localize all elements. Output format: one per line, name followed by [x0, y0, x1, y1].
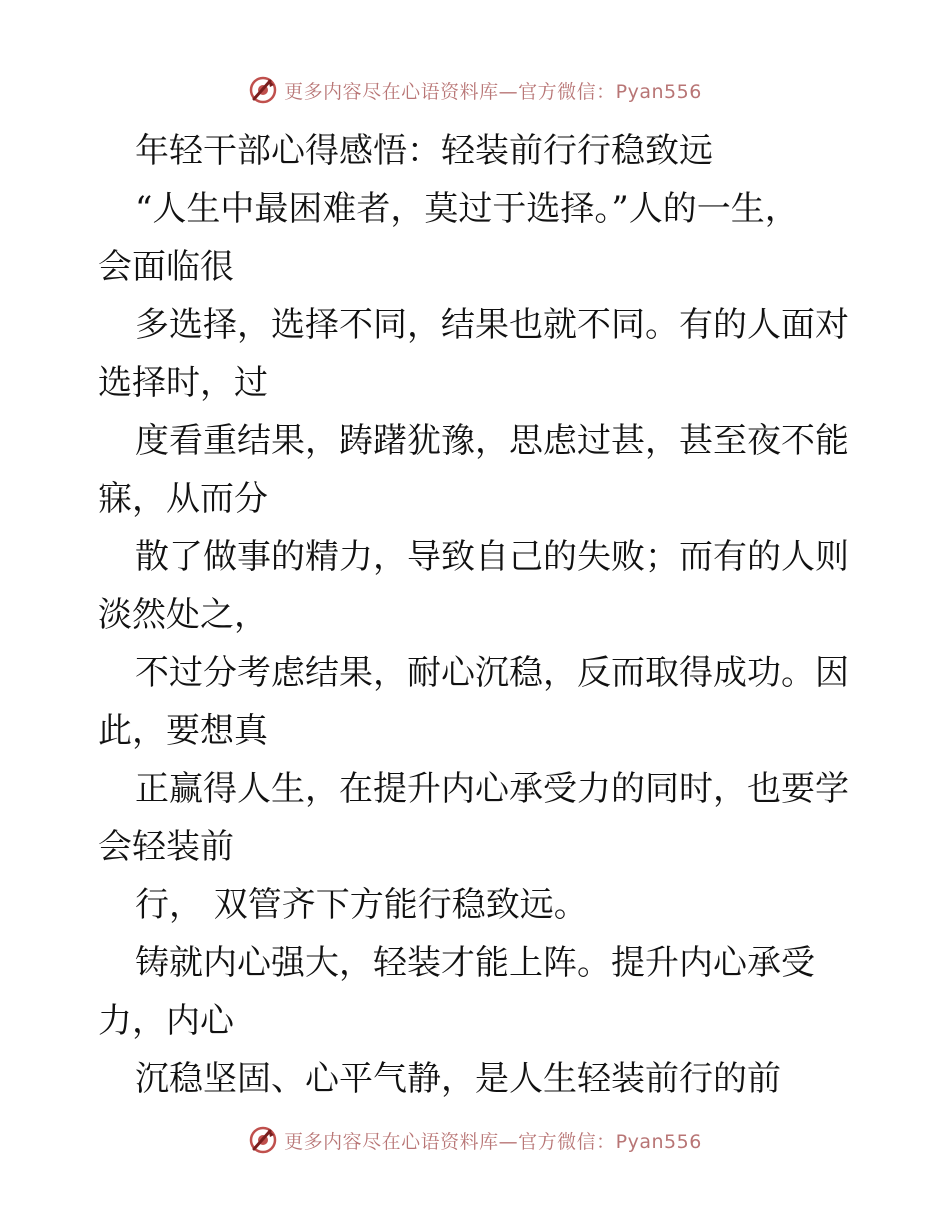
paragraph-line: 度看重结果，踌躇犹豫，思虑过甚，甚至夜不能 [135, 421, 849, 461]
brand-logo-icon [248, 1125, 278, 1155]
document-title: 年轻干部心得感悟：轻装前行行稳致远 [135, 131, 713, 171]
brand-logo-icon [248, 75, 278, 105]
paragraph-line: 散了做事的精力，导致自己的失败；而有的人则 [135, 537, 849, 577]
paragraph-line: 不过分考虑结果，耐心沉稳，反而取得成功。因 [135, 653, 849, 693]
paragraph-line: 会轻装前 [98, 827, 234, 867]
document-body [98, 122, 858, 1108]
paragraph-line: 多选择，选择不同，结果也就不同。有的人面对 [135, 305, 849, 345]
paragraph-line: 铸就内心强大，轻装才能上阵。提升内心承受 [135, 943, 815, 983]
paragraph-line: 寐，从而分 [98, 479, 268, 519]
footer-watermark [0, 1122, 950, 1158]
paragraph-line: 沉稳坚固、心平气静，是人生轻装前行的前 [135, 1059, 781, 1099]
paragraph-line: 淡然处之， [98, 595, 268, 635]
footer-brand-text: 更多内容尽在心语资料库—官方微信：Pyan556 [284, 1130, 702, 1153]
paragraph-line: 会面临很 [98, 247, 234, 287]
paragraph-line: 力，内心 [98, 1001, 234, 1041]
paragraph-line: “人生中最困难者，莫过于选择。”人的一生， [135, 189, 799, 229]
paragraph-line: 正赢得人生，在提升内心承受力的同时，也要学 [135, 769, 849, 809]
header-watermark [0, 72, 950, 108]
header-brand-text: 更多内容尽在心语资料库—官方微信：Pyan556 [284, 80, 702, 103]
paragraph-line: 此，要想真 [98, 711, 268, 751]
paragraph-line: 行， 双管齐下方能行稳致远。 [135, 885, 588, 925]
paragraph-line: 选择时，过 [98, 363, 268, 403]
